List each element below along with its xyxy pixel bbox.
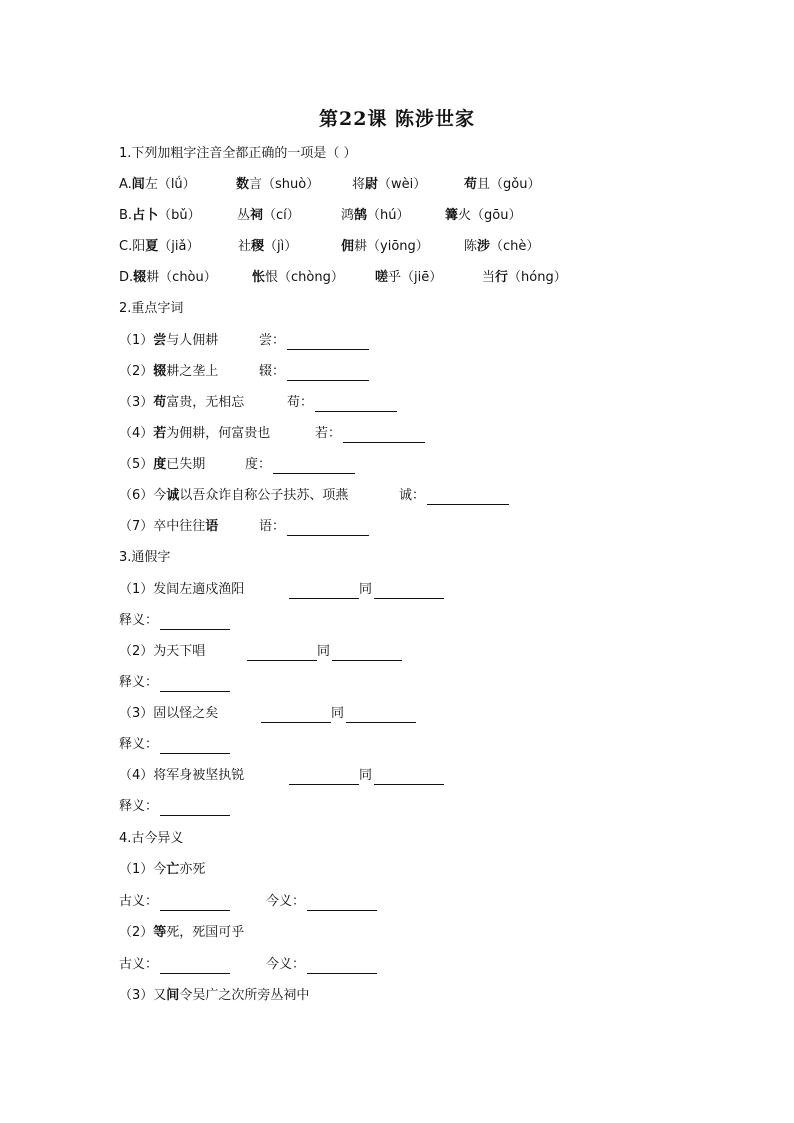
answer-blank[interactable] xyxy=(247,646,317,661)
answer-blank[interactable] xyxy=(289,770,359,785)
option-item: 数言（shuò） xyxy=(236,177,320,192)
q4-item: （2）等死，死国可乎 xyxy=(119,925,245,940)
answer-blank[interactable] xyxy=(160,677,230,692)
answer-blank[interactable] xyxy=(307,896,377,911)
option-item: 佣耕（yiōng） xyxy=(341,239,429,254)
answer-blank[interactable] xyxy=(160,896,230,911)
answer-blank[interactable] xyxy=(374,770,444,785)
option-item: 将尉（wèi） xyxy=(352,177,427,192)
answer-blank[interactable] xyxy=(287,366,369,381)
answer-blank[interactable] xyxy=(374,584,444,599)
option-item: 嗟乎（jiē） xyxy=(375,270,443,285)
option-item: 苟且（gǒu） xyxy=(464,177,541,192)
option-item: 篝火（gōu） xyxy=(445,208,522,223)
option-label: A.闾左（lǘ） xyxy=(119,177,196,192)
q4-item: （3）又间令吴广之次所旁丛祠中 xyxy=(119,988,310,1003)
answer-blank[interactable] xyxy=(343,428,425,443)
answer-blank[interactable] xyxy=(332,646,402,661)
q2-heading: 2.重点字词 xyxy=(119,301,184,316)
answer-blank[interactable] xyxy=(289,584,359,599)
q1-stem: 1.下列加粗字注音全都正确的一项是（ ） xyxy=(119,146,357,161)
answer-blank[interactable] xyxy=(160,739,230,754)
option-item: 社稷（jì） xyxy=(238,239,298,254)
option-label: C.阳夏（jiǎ） xyxy=(119,239,200,254)
q3-meaning: 释义： xyxy=(119,612,319,630)
option-label: D.辍耕（chòu） xyxy=(119,270,217,285)
option-item: 怅恨（chòng） xyxy=(252,270,344,285)
answer-blank[interactable] xyxy=(273,459,355,474)
q4-item: （1）今亡亦死 xyxy=(119,862,206,877)
q4-heading: 4.古今异义 xyxy=(119,831,184,846)
q3-meaning: 释义： xyxy=(119,798,319,816)
option-item: 鸿鹄（hú） xyxy=(341,208,410,223)
option-item: 当行（hóng） xyxy=(482,270,567,285)
answer-blank[interactable] xyxy=(287,335,369,350)
q3-meaning: 释义： xyxy=(119,674,319,692)
answer-blank[interactable] xyxy=(427,490,509,505)
answer-blank[interactable] xyxy=(287,521,369,536)
answer-blank[interactable] xyxy=(261,708,331,723)
answer-blank[interactable] xyxy=(160,801,230,816)
q3-meaning: 释义： xyxy=(119,736,319,754)
option-item: 陈涉（chè） xyxy=(464,239,540,254)
answer-blank[interactable] xyxy=(307,959,377,974)
option-label: B.占卜（bǔ） xyxy=(119,208,201,223)
answer-blank[interactable] xyxy=(160,615,230,630)
answer-blank[interactable] xyxy=(160,959,230,974)
q3-heading: 3.通假字 xyxy=(119,550,171,565)
option-item: 丛祠（cí） xyxy=(237,208,300,223)
answer-blank[interactable] xyxy=(315,397,397,412)
page-title: 第22课 陈涉世家 xyxy=(318,108,476,130)
answer-blank[interactable] xyxy=(346,708,416,723)
